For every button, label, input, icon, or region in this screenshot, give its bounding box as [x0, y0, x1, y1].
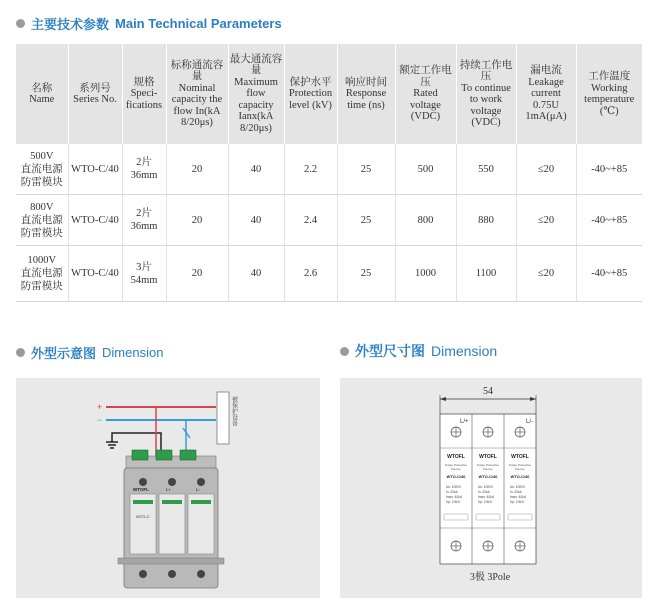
continuous-cell: 880: [456, 195, 516, 246]
response-cell: 25: [337, 144, 395, 195]
params-section-title: [16, 14, 282, 33]
l-minus-label: L-: [196, 487, 201, 492]
screw-icon: [515, 541, 525, 551]
rated-cell: 500: [395, 144, 456, 195]
series-cell: WTO-C/40: [68, 144, 122, 195]
ground-icon: [106, 442, 118, 448]
max-cell: 40: [228, 246, 284, 302]
protected-device-box: [217, 392, 229, 444]
plus-label: +: [97, 402, 103, 412]
screw-icon: [515, 427, 525, 437]
svg-text:WTO-C/40: WTO-C/40: [446, 474, 466, 479]
size-title-en: Dimension: [431, 343, 498, 359]
series-cell: WTO-C/40: [68, 246, 122, 302]
dimension-drawing: [340, 378, 642, 598]
l-plus-label: L+: [166, 487, 172, 492]
bullet-icon: [16, 19, 25, 28]
terminal-icon: [180, 450, 196, 460]
protected-device-label: 被保护设备: [230, 396, 238, 426]
svg-text:Surge Protective: Surge Protective: [476, 463, 500, 467]
header-cell: 响应时间 Response time (ns): [337, 44, 395, 144]
header-cell: 额定工作电压 Rated voltage (VDC): [395, 44, 456, 144]
l-plus-terminal-label: L/+: [460, 419, 469, 425]
table-header-row: [16, 44, 642, 144]
svg-text:WTOFL: WTOFL: [447, 454, 465, 460]
model-label: WTO-C: [136, 514, 150, 519]
header-cell: 标称通流容量 Nominal capacity the flow In(kA 8/20μs): [166, 44, 228, 144]
params-title-en: Main Technical Parameters: [115, 16, 282, 31]
leakage-cell: ≤20: [516, 195, 576, 246]
name-cell: 500V 直流电源 防雷模块: [16, 144, 68, 195]
header-cell: 最大通流容量 Maximum flow capacity Ianx(kA 8/20μs): [228, 44, 284, 144]
svg-text:Up: 2.6kV: Up: 2.6kV: [446, 500, 460, 504]
terminal-icon: [132, 450, 148, 460]
svg-text:WTOFL: WTOFL: [511, 454, 529, 460]
protection-cell: 2.2: [284, 144, 337, 195]
nominal-cell: 20: [166, 144, 228, 195]
svg-text:In: 20kA: In: 20kA: [446, 490, 458, 494]
temp-cell: -40~+85: [576, 144, 642, 195]
svg-text:WTO-C/40: WTO-C/40: [478, 474, 498, 479]
bullet-icon: [16, 348, 25, 357]
svg-text:Surge Protective: Surge Protective: [508, 463, 532, 467]
wiring-diagram-panel: [16, 378, 320, 598]
rated-cell: 1000: [395, 246, 456, 302]
svg-text:Un: 1000V: Un: 1000V: [510, 485, 526, 489]
continuous-cell: 550: [456, 144, 516, 195]
bullet-icon: [340, 347, 349, 356]
screw-icon: [451, 427, 461, 437]
header-cell: 持续工作电压 To continue to work voltage (VDC): [456, 44, 516, 144]
size-section-title: [340, 341, 497, 361]
svg-text:In: 20kA: In: 20kA: [510, 490, 522, 494]
leakage-cell: ≤20: [516, 144, 576, 195]
diagram-title-cn: 外型示意图: [31, 346, 97, 361]
header-cell: 保护水平 Protection level (kV): [284, 44, 337, 144]
table-row: [16, 195, 642, 246]
max-cell: 40: [228, 144, 284, 195]
parameters-table: [16, 44, 642, 302]
width-label: 54: [483, 386, 493, 397]
svg-text:WTO-C/40: WTO-C/40: [510, 474, 530, 479]
table-row: [16, 246, 642, 302]
continuous-cell: 1100: [456, 246, 516, 302]
minus-label: −: [97, 415, 103, 425]
header-cell: 系列号 Series No.: [68, 44, 122, 144]
rated-cell: 800: [395, 195, 456, 246]
svg-text:In: 20kA: In: 20kA: [478, 490, 490, 494]
svg-text:Surge Protective: Surge Protective: [444, 463, 468, 467]
name-cell: 800V 直流电源 防雷模块: [16, 195, 68, 246]
svg-text:Device: Device: [515, 467, 525, 471]
leakage-cell: ≤20: [516, 246, 576, 302]
diagram-section-title: [16, 343, 163, 362]
header-cell: 规格 Speci-fications: [122, 44, 166, 144]
header-cell: 工作温度 Working temperature (℃): [576, 44, 642, 144]
temp-cell: -40~+85: [576, 195, 642, 246]
spec-cell: 2片 36mm: [122, 144, 166, 195]
params-title-cn: 主要技术参数: [31, 17, 110, 32]
terminal-icon: [156, 450, 172, 460]
protection-cell: 2.4: [284, 195, 337, 246]
nominal-cell: 20: [166, 246, 228, 302]
series-cell: WTO-C/40: [68, 195, 122, 246]
svg-text:Un: 1000V: Un: 1000V: [446, 485, 462, 489]
pole-label: 3极 3Pole: [469, 572, 511, 583]
svg-text:Device: Device: [483, 467, 493, 471]
spec-cell: 2片 36mm: [122, 195, 166, 246]
svg-text:Device: Device: [451, 467, 461, 471]
l-minus-terminal-label: L/-: [526, 419, 534, 425]
surge-protector-device: [118, 450, 224, 588]
svg-text:Un: 1000V: Un: 1000V: [478, 485, 494, 489]
table-row: [16, 144, 642, 195]
svg-text:Up: 2.6kV: Up: 2.6kV: [510, 500, 524, 504]
size-title-cn: 外型尺寸图: [355, 343, 425, 359]
svg-text:Up: 2.6kV: Up: 2.6kV: [478, 500, 492, 504]
screw-icon: [451, 541, 461, 551]
svg-text:Imax: 40kA: Imax: 40kA: [446, 495, 462, 499]
max-cell: 40: [228, 195, 284, 246]
svg-text:Imax: 40kA: Imax: 40kA: [478, 495, 494, 499]
header-cell: 名称 Name: [16, 44, 68, 144]
spec-cell: 3片 54mm: [122, 246, 166, 302]
wiring-diagram: [16, 378, 320, 598]
dimension-drawing-panel: [340, 378, 642, 598]
svg-text:WTOFL: WTOFL: [479, 454, 497, 460]
svg-text:Imax: 40kA: Imax: 40kA: [510, 495, 526, 499]
nominal-cell: 20: [166, 195, 228, 246]
screw-icon: [483, 541, 493, 551]
temp-cell: -40~+85: [576, 246, 642, 302]
diagram-title-en: Dimension: [102, 345, 164, 360]
brand-label: WTOFL: [133, 487, 149, 492]
response-cell: 25: [337, 195, 395, 246]
protection-cell: 2.6: [284, 246, 337, 302]
header-cell: 漏电流 Leakage current 0.75U 1mA(μA): [516, 44, 576, 144]
response-cell: 25: [337, 246, 395, 302]
screw-icon: [483, 427, 493, 437]
name-cell: 1000V 直流电源 防雷模块: [16, 246, 68, 302]
